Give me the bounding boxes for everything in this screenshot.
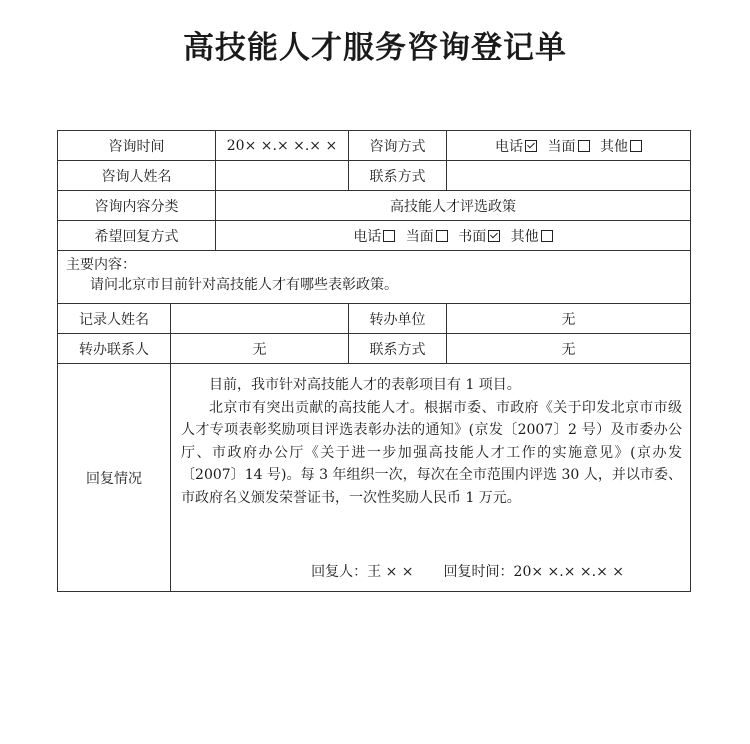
checkbox-icon[interactable] xyxy=(383,230,395,242)
category-label: 咨询内容分类 xyxy=(58,191,216,221)
consultant-name-value[interactable] xyxy=(216,161,349,191)
reply-mode-option: 书面 xyxy=(458,229,500,245)
contact2-value[interactable]: 无 xyxy=(447,334,691,364)
replier: 回复人：王 × × xyxy=(311,564,414,580)
checkbox-icon[interactable] xyxy=(541,230,553,242)
consult-mode-option: 其他 xyxy=(600,139,642,155)
consult-mode-option: 电话 xyxy=(495,139,537,155)
reply-content-cell[interactable] xyxy=(171,364,691,592)
checkbox-icon[interactable] xyxy=(436,230,448,242)
reply-mode-option: 电话 xyxy=(353,229,395,245)
transfer-unit-label: 转办单位 xyxy=(349,304,447,334)
checkbox-icon[interactable] xyxy=(578,140,590,152)
transfer-unit-value[interactable]: 无 xyxy=(447,304,691,334)
recorder-label: 记录人姓名 xyxy=(58,304,171,334)
contact-label: 联系方式 xyxy=(349,161,447,191)
checkbox-icon[interactable] xyxy=(630,140,642,152)
reply-paragraph: 北京市有突出贡献的高技能人才。根据市委、市政府《关于印发北京市市级人才专项表彰奖励项目评选表彰办法的通知》(京发〔2007〕2 号）及市委办公厅、市政府办公厅《关于进一步加强高技能人才工作的实施意见》(京办发〔2007〕14 号)。每 3 年组织一次，每次在全市范围内评选 30 人，并以市委、市政府名义颁发荣誉证书，一次性奖励人民币 1 万元。 xyxy=(181,399,682,506)
reply-mode-options xyxy=(216,221,691,251)
reply-mode-option: 其他 xyxy=(511,229,553,245)
consult-mode-options xyxy=(447,131,691,161)
page-title: 高技能人才服务咨询登记单 xyxy=(183,30,567,66)
checkbox-checked-icon[interactable] xyxy=(488,230,500,242)
contact-value[interactable] xyxy=(447,161,691,191)
main-content-label: 主要内容： xyxy=(66,257,136,273)
main-content-cell[interactable] xyxy=(58,251,691,304)
reply-mode-option: 当面 xyxy=(406,229,448,245)
transfer-contact-value[interactable]: 无 xyxy=(171,334,349,364)
reply-paragraph: 目前，我市针对高技能人才的表彰项目有 1 项目。 xyxy=(209,377,521,393)
main-content-text: 请问北京市目前针对高技能人才有哪些表彰政策。 xyxy=(90,277,398,293)
contact2-label: 联系方式 xyxy=(349,334,447,364)
consult-mode-label: 咨询方式 xyxy=(349,131,447,161)
reply-signature xyxy=(281,561,624,581)
category-value[interactable]: 高技能人才评选政策 xyxy=(216,191,691,221)
reply-time: 回复时间：20× ×.× ×.× × xyxy=(443,564,624,580)
checkbox-checked-icon[interactable] xyxy=(525,140,537,152)
consultant-name-label: 咨询人姓名 xyxy=(58,161,216,191)
consult-time-label: 咨询时间 xyxy=(58,131,216,161)
consult-mode-option: 当面 xyxy=(548,139,590,155)
consult-time-value[interactable]: 20× ×.× ×.× × xyxy=(216,131,349,161)
reply-label: 回复情况 xyxy=(58,364,171,592)
registration-form xyxy=(57,130,691,592)
recorder-value[interactable] xyxy=(171,304,349,334)
transfer-contact-label: 转办联系人 xyxy=(58,334,171,364)
reply-mode-label: 希望回复方式 xyxy=(58,221,216,251)
